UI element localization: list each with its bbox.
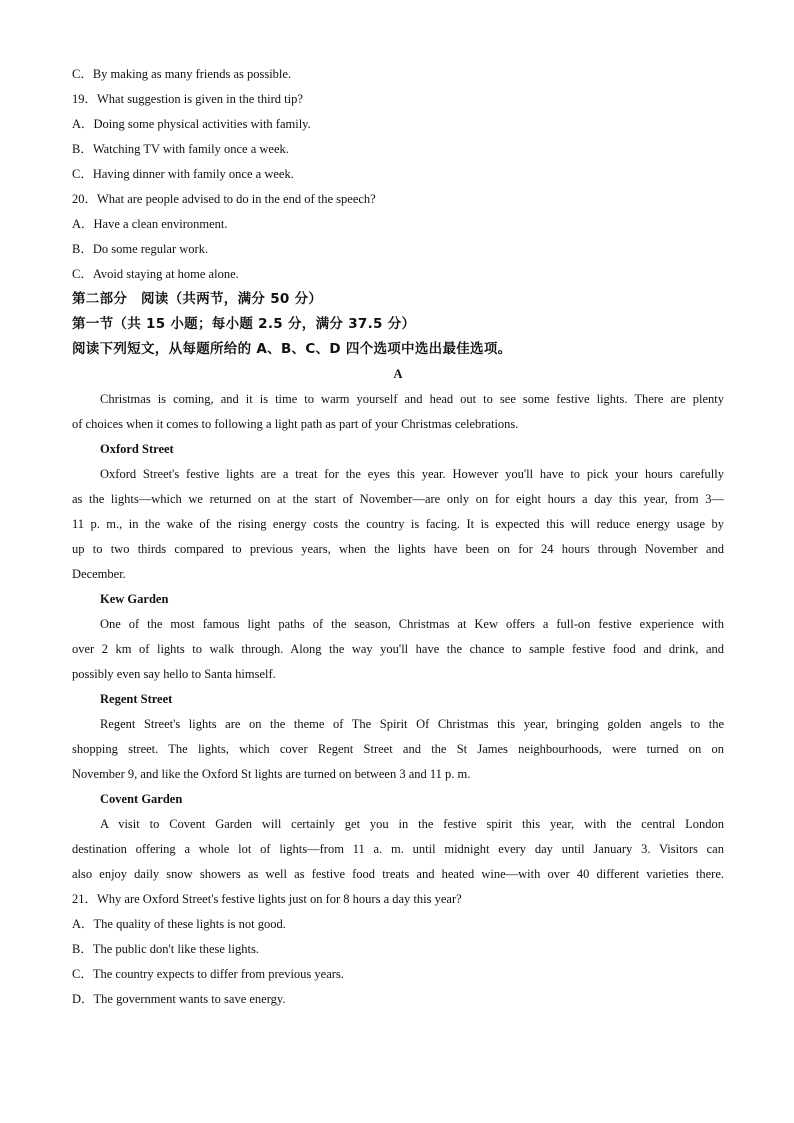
text-line: of choices when it comes to following a light path as part of your Christmas celebrations. <box>72 417 519 431</box>
text-line: over 2 km of lights to walk through. Along the way you'll have the chance to sample festive food and drink, and <box>72 642 724 656</box>
q19-option-b: B．Watching TV with family once a week. <box>72 142 289 156</box>
q21-option-b: B．The public don't like these lights. <box>72 942 259 956</box>
text-line: shopping street. The lights, which cover Regent Street and the St James neighbourhoods, were turned on on <box>72 742 724 756</box>
heading-covent-garden: Covent Garden <box>100 792 183 806</box>
q20-option-b: B．Do some regular work. <box>72 242 209 256</box>
q20-option-c: C．Avoid staying at home alone. <box>72 267 239 281</box>
heading-regent-street: Regent Street <box>100 692 173 706</box>
passage-label: A <box>393 367 403 381</box>
q18-option-c: C．By making as many friends as possible. <box>72 67 292 81</box>
q21-option-c: C．The country expects to differ from previous years. <box>72 967 344 981</box>
q19-option-c: C．Having dinner with family once a week. <box>72 167 294 181</box>
text-line: December. <box>72 567 126 581</box>
regent-paragraph <box>72 712 724 787</box>
part2-title: 第二部分 阅读（共两节，满分 50 分） <box>72 291 323 307</box>
text-line: possibly even say hello to Santa himself. <box>72 667 276 681</box>
text-line: Christmas is coming, and it is time to warm yourself and head out to see some festive lights. There are plenty <box>100 392 724 406</box>
q19-option-a: A．Doing some physical activities with family. <box>72 117 311 131</box>
reading-instruction: 阅读下列短文，从每题所给的 A、B、C、D 四个选项中选出最佳选项。 <box>72 341 512 357</box>
q21-option-a: A．The quality of these lights is not good. <box>72 917 286 931</box>
q20-option-a: A．Have a clean environment. <box>72 217 228 231</box>
text-line: Oxford Street's festive lights are a treat for the eyes this year. However you'll have to pick your hours carefully <box>100 467 724 481</box>
text-line: A visit to Covent Garden will certainly get you in the festive spirit this year, with the central London <box>100 817 724 831</box>
text-line: 11 p. m., in the wake of the rising energy costs the country is facing. It is expected this will reduce energy usage by <box>72 517 724 531</box>
q20-question: 20．What are people advised to do in the end of the speech? <box>72 192 376 206</box>
heading-oxford-street: Oxford Street <box>100 442 174 456</box>
q19-question: 19．What suggestion is given in the third tip? <box>72 92 303 106</box>
section1-title: 第一节（共 15 小题；每小题 2.5 分，满分 37.5 分） <box>72 316 416 332</box>
q21-option-d: D．The government wants to save energy. <box>72 992 286 1006</box>
text-line: as the lights—which we returned on at the start of November—are only on for eight hours a day this year, from 3— <box>72 492 724 506</box>
text-line: November 9, and like the Oxford St lights are turned on between 3 and 11 p. m. <box>72 767 471 781</box>
kew-paragraph <box>72 612 724 687</box>
text-line: destination offering a whole lot of lights—from 11 a. m. until midnight every day until January 3. Visitors can <box>72 842 724 856</box>
oxford-paragraph <box>72 462 724 587</box>
intro-paragraph <box>72 387 724 437</box>
heading-kew-garden: Kew Garden <box>100 592 169 606</box>
text-line: One of the most famous light paths of the season, Christmas at Kew offers a full-on festive experience with <box>100 617 724 631</box>
text-line: also enjoy daily snow showers as well as festive food treats and heated wine—with over 40 different varieties there. <box>72 867 724 881</box>
covent-paragraph <box>72 812 724 887</box>
q21-question: 21．Why are Oxford Street's festive lights just on for 8 hours a day this year? <box>72 892 462 906</box>
exam-page <box>72 62 724 1012</box>
text-line: up to two thirds compared to previous years, when the lights have been on for 24 hours through November and <box>72 542 724 556</box>
text-line: Regent Street's lights are on the theme of The Spirit Of Christmas this year, bringing golden angels to the <box>100 717 724 731</box>
